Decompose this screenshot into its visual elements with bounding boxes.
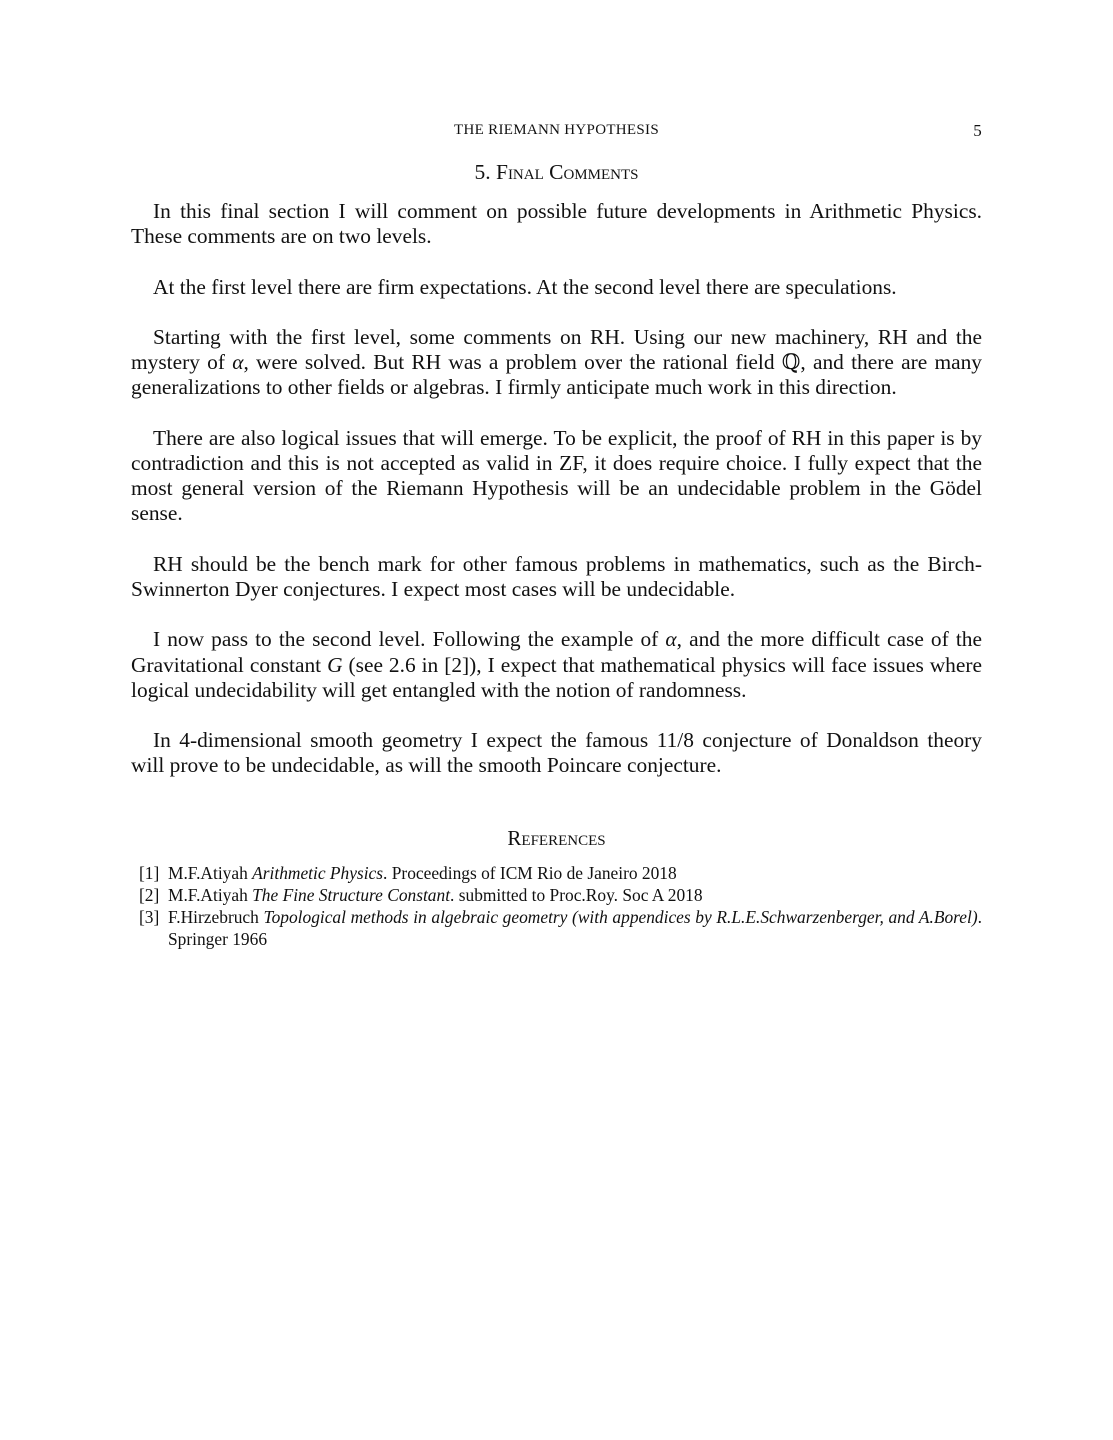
section-number: 5. (474, 160, 491, 184)
ref-author: M.F.Atiyah (168, 863, 248, 883)
text: (see 2.6 in [2]), I expect that mathematical physics will face issues where logical undecidability will get entangled with the notion of randomness. (131, 652, 982, 702)
ref-title: Arithmetic Physics (252, 863, 384, 883)
ref-label: [2] (139, 885, 160, 905)
paragraph (131, 275, 982, 300)
text: In 4-dimensional smooth geometry I expect the famous 11/8 conjecture of Donaldson theory will prove to be undecidable, as will the smooth Poincare conjecture. (131, 728, 982, 778)
paragraph (131, 199, 982, 249)
ref-author: F.Hirzebruch (168, 907, 259, 927)
math-rationals: ℚ (781, 350, 801, 375)
ref-author: M.F.Atiyah (168, 885, 248, 905)
paragraph (131, 552, 982, 602)
ref-title: The Fine Structure Constant (252, 885, 451, 905)
text: RH should be the bench mark for other famous problems in mathematics, such as the Birch-Swinnerton Dyer conjectures. I expect most cases will be undecidable. (131, 551, 982, 601)
ref-title: Topological methods in algebraic geometry (with appendices by R.L.E.Schwarzenberger, and A.Borel) (263, 907, 978, 927)
reference-item (139, 906, 982, 950)
references-heading: References (507, 826, 606, 850)
paragraph (131, 728, 982, 778)
section-title: Final Comments (495, 160, 639, 184)
running-title: THE RIEMANN HYPOTHESIS (454, 122, 659, 138)
text: In this final section I will comment on possible future developments in Arithmetic Physics. These comments are on two levels. (131, 199, 982, 249)
text: I now pass to the second level. Following the example of (153, 627, 666, 652)
ref-details: . submitted to Proc.Roy. Soc A 2018 (450, 885, 703, 905)
text: Starting with the first level, some comments on RH. Using our new machinery, RH and the mystery of (131, 324, 982, 375)
math-alpha: α (232, 350, 244, 375)
text: At the first level there are firm expectations. At the second level there are speculations. (153, 274, 897, 299)
text: , and the more difficult case of the Gravitational constant (131, 627, 982, 677)
ref-details: . Springer 1966 (168, 907, 982, 949)
reference-item (139, 884, 982, 906)
paragraph (131, 426, 982, 527)
ref-details: . Proceedings of ICM Rio de Janeiro 2018 (383, 863, 677, 883)
math-alpha: α (665, 627, 677, 652)
ref-label: [1] (139, 863, 160, 883)
paragraph (131, 627, 982, 703)
text: , were solved. But RH was a problem over the rational field (243, 350, 782, 375)
page-number: 5 (973, 121, 982, 140)
text: There are also logical issues that will emerge. To be explicit, the proof of RH in this paper is by contradiction and this is not accepted as valid in ZF, it does require choice. I fully expect that the most general version of the Riemann Hypothesis will be an undecidable problem in the Gödel sense. (131, 425, 982, 526)
reference-list (139, 862, 982, 950)
text: , and there are many generalizations to other fields or algebras. I firmly anticipate much work in this direction. (131, 350, 982, 400)
section-body (131, 199, 982, 804)
ref-label: [3] (139, 907, 160, 927)
math-G: G (327, 652, 343, 677)
reference-item (139, 862, 982, 884)
section-heading (131, 160, 982, 185)
paragraph (131, 325, 982, 401)
